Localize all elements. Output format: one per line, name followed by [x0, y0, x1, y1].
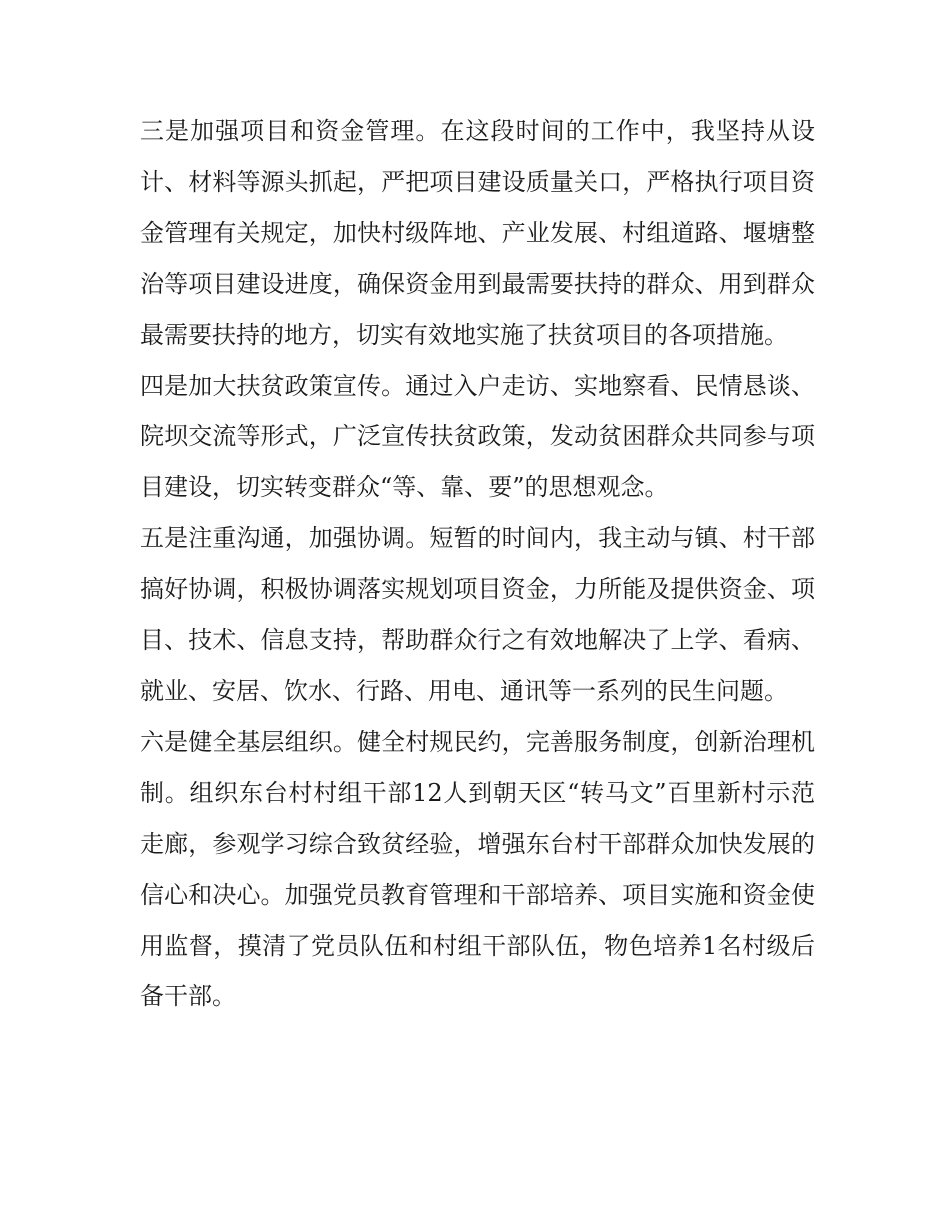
paragraph-policy-publicity: 四是加大扶贫政策宣传。通过入户走访、实地察看、民情恳谈、院坝交流等形式，广泛宣传扶贫政策，发动贫困群众共同参与项目建设，切实转变群众“等、靠、要”的思想观念。	[140, 371, 815, 502]
paragraph-project-funds: 三是加强项目和资金管理。在这段时间的工作中，我坚持从设计、材料等源头抓起，严把项目建设质量关口，严格执行项目资金管理有关规定，加快村级阵地、产业发展、村组道路、堰塘整治等项目建设进度，确保资金用到最需要扶持的群众、用到群众最需要扶持的地方，切实有效地实施了扶贫项目的各项措施。	[140, 117, 815, 349]
paragraph-grassroots-organization: 六是健全基层组织。健全村规民约，完善服务制度，创新治理机制。组织东台村村组干部12人到朝天区“转马文”百里新村示范走廊，参观学习综合致贫经验，增强东台村干部群众加快发展的信心和决心。加强党员教育管理和干部培养、项目实施和资金使用监督，摸清了党员队伍和村组干部队伍，物色培养1名村级后备干部。	[140, 727, 815, 1011]
document-body	[140, 106, 815, 1022]
paragraph-communication-coordination: 五是注重沟通，加强协调。短暂的时间内，我主动与镇、村干部搞好协调，积极协调落实规划项目资金，力所能及提供资金、项目、技术、信息支持，帮助群众行之有效地解决了上学、看病、就业、安居、饮水、行路、用电、通讯等一系列的民生问题。	[140, 524, 815, 705]
